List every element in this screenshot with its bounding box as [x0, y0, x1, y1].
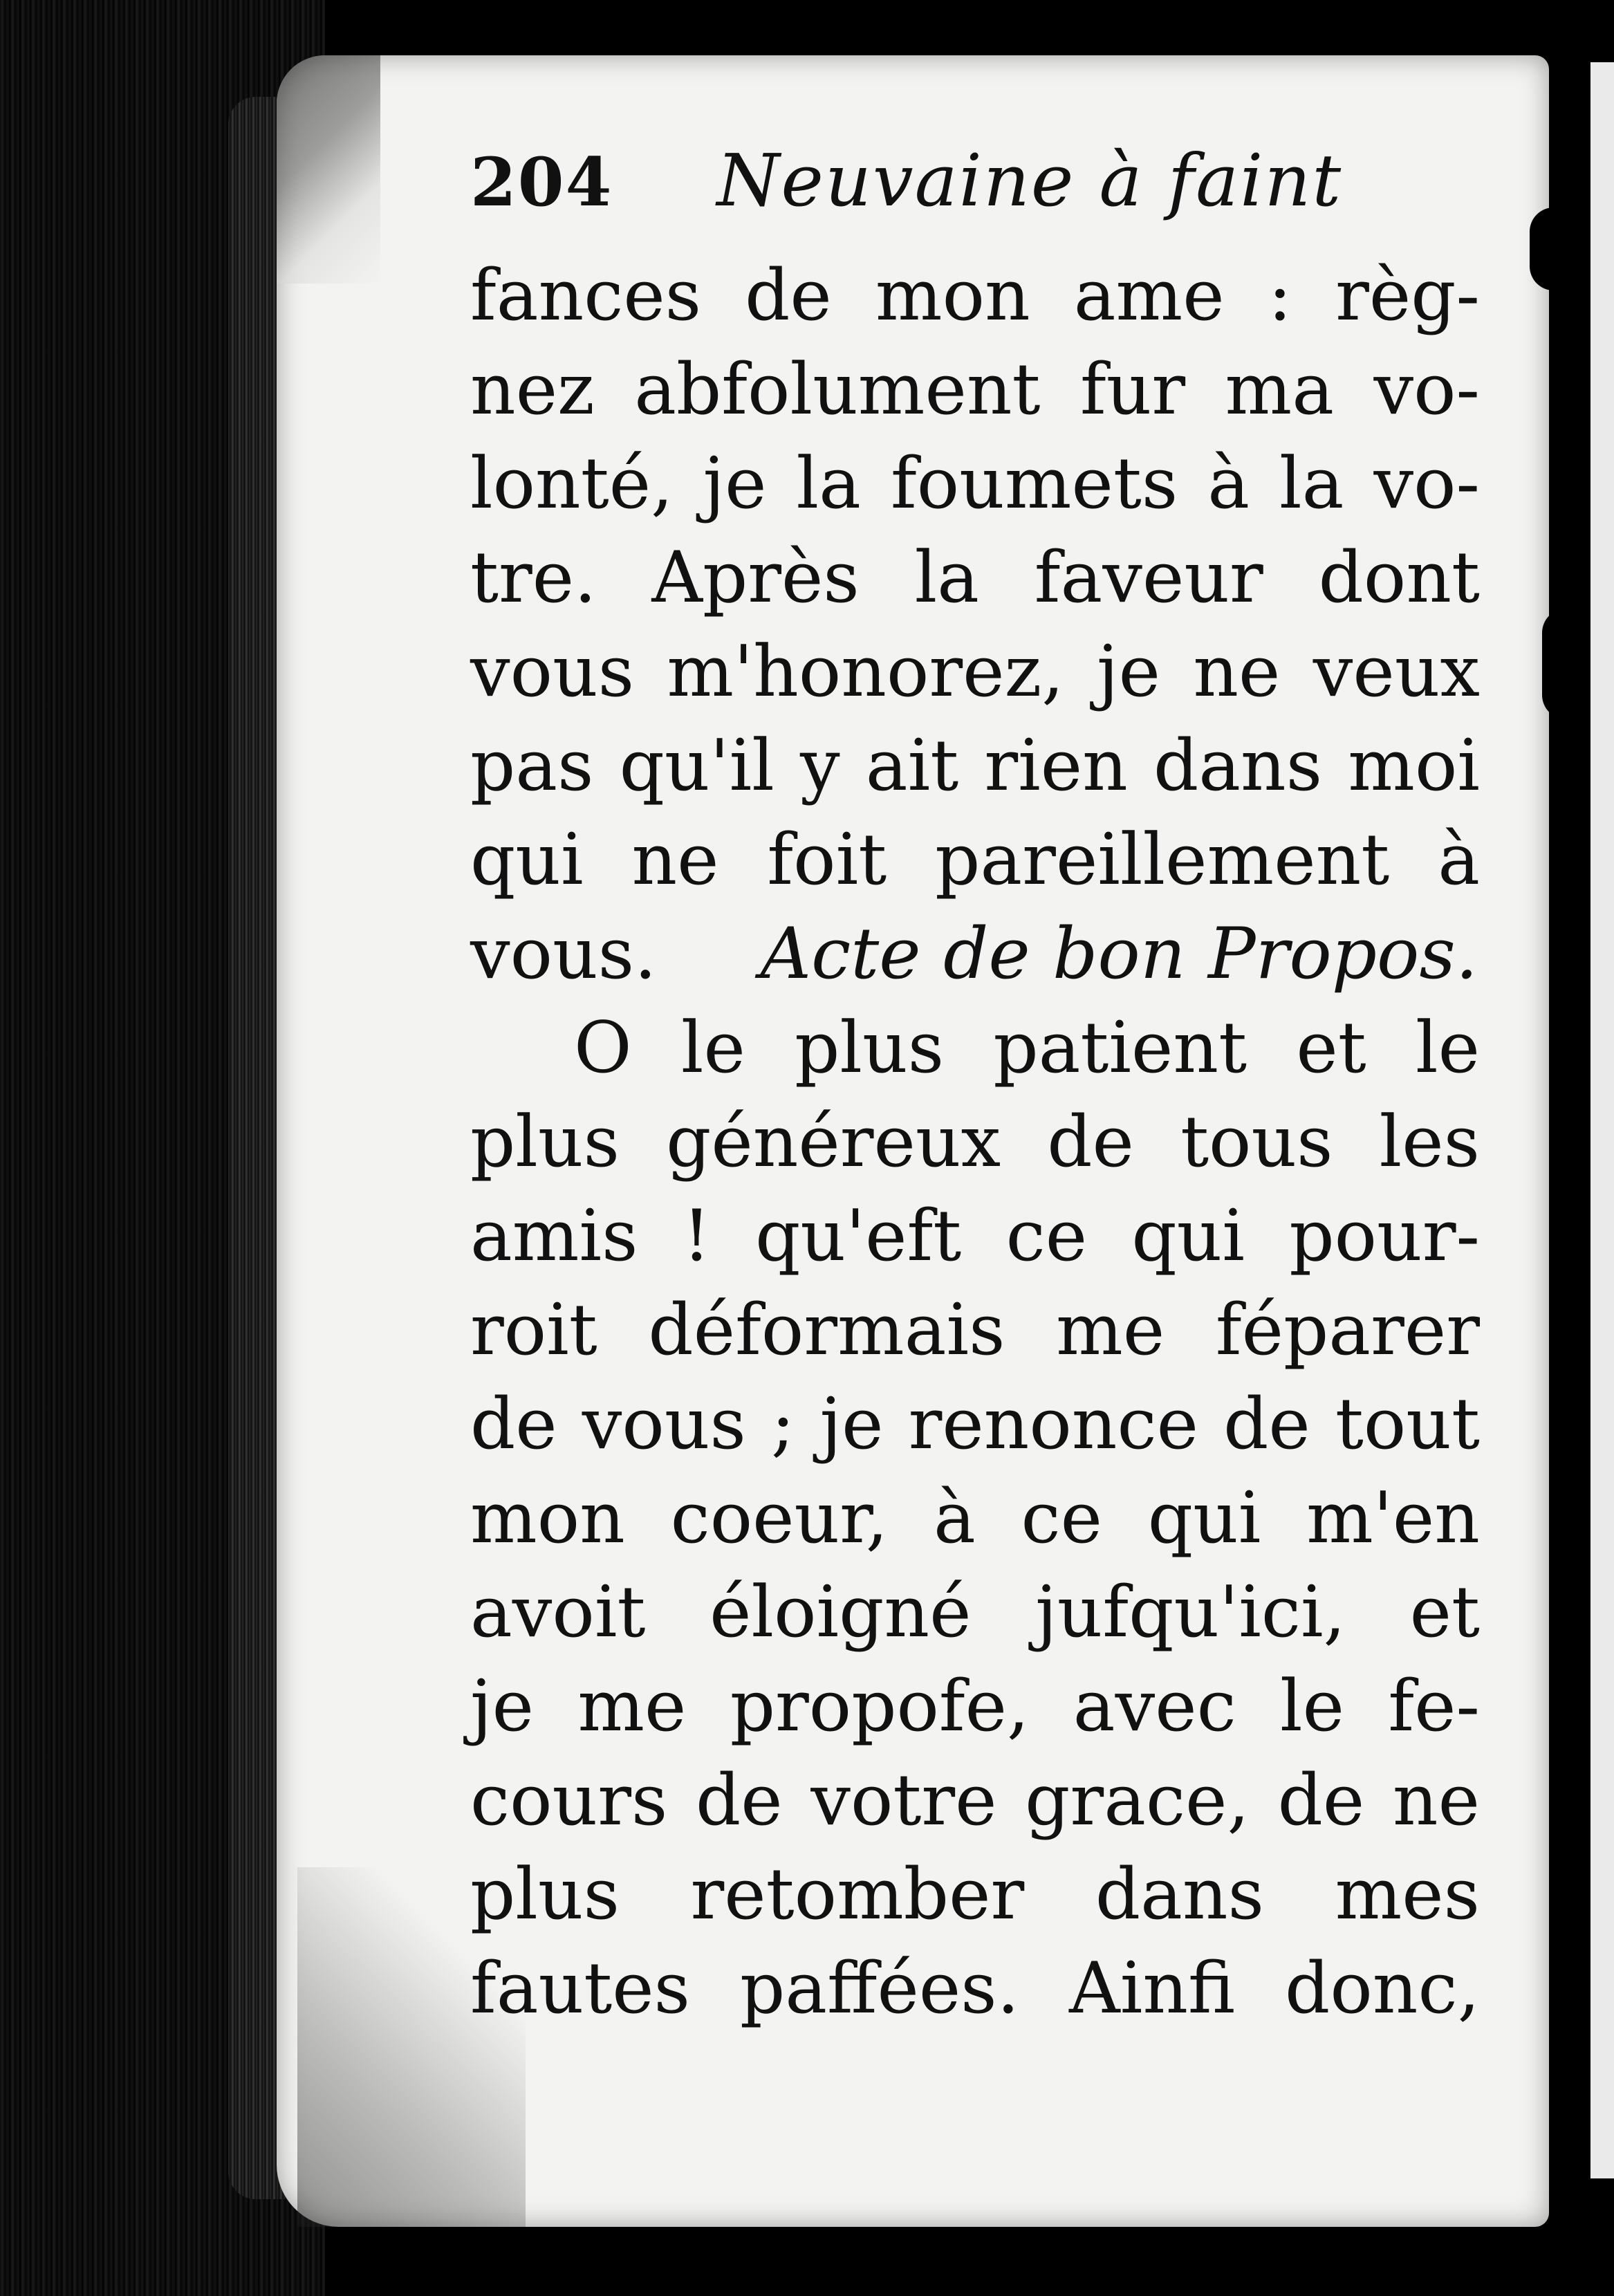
text-line — [470, 249, 1480, 343]
word: plus — [470, 1101, 620, 1183]
word: vous — [470, 631, 635, 713]
binding-mark — [1530, 207, 1578, 290]
word: à — [1207, 443, 1250, 525]
word: de — [1047, 1101, 1134, 1183]
word: m'en — [1306, 1477, 1480, 1559]
paragraph-first-line — [470, 1001, 1480, 1095]
text-line — [470, 1472, 1480, 1566]
word: de — [1223, 1383, 1310, 1465]
word: pour- — [1289, 1195, 1480, 1277]
word: la — [1279, 443, 1344, 525]
word: et — [1409, 1571, 1480, 1654]
word: ; — [770, 1383, 795, 1465]
word: m'honorez, — [667, 631, 1064, 713]
word: faveur — [1034, 537, 1263, 619]
word: ce — [1005, 1195, 1088, 1277]
text-line — [470, 343, 1480, 437]
word: tout — [1335, 1383, 1480, 1465]
word: plus — [795, 1007, 945, 1089]
word: y — [800, 725, 840, 807]
word: à — [1438, 819, 1480, 901]
text-line — [470, 813, 1480, 907]
word: cours — [470, 1759, 668, 1842]
word: patient — [993, 1007, 1247, 1089]
text-line — [470, 1095, 1480, 1189]
word: ne — [1392, 1759, 1480, 1842]
word: qui — [1131, 1195, 1245, 1277]
word: ait — [865, 725, 959, 807]
word: O — [574, 1007, 632, 1089]
word: votre — [810, 1759, 997, 1842]
word: foit — [767, 819, 887, 901]
word: : — [1268, 254, 1292, 337]
word: pas — [470, 725, 594, 807]
text-line — [470, 719, 1480, 813]
word: Ainfi — [1069, 1947, 1236, 2030]
word: fautes — [470, 1947, 690, 2030]
word: amis — [470, 1195, 638, 1277]
word: veux — [1312, 631, 1480, 713]
word: qu'eft — [755, 1195, 962, 1277]
word: féparer — [1215, 1289, 1480, 1371]
word: foumets — [890, 443, 1178, 525]
word: fur — [1079, 349, 1186, 431]
word: je — [470, 1665, 534, 1748]
word: paffées. — [739, 1947, 1020, 2030]
text-fragment: vous. — [470, 913, 657, 995]
page-curl-top — [277, 55, 380, 284]
word: me — [1056, 1289, 1165, 1371]
word: propofe, — [730, 1665, 1030, 1748]
word: ne — [1193, 631, 1281, 713]
text-line — [470, 1566, 1480, 1660]
text-line — [470, 1848, 1480, 1942]
word: la — [796, 443, 861, 525]
text-line — [470, 1378, 1480, 1472]
word: qu'il — [619, 725, 774, 807]
word: de — [745, 254, 832, 337]
text-line — [470, 907, 1480, 1001]
word: le — [1280, 1665, 1345, 1748]
word: ame — [1073, 254, 1225, 337]
word: coeur, — [670, 1477, 889, 1559]
word: mon — [875, 254, 1030, 337]
text-line — [470, 1660, 1480, 1754]
word: je — [819, 1383, 884, 1465]
word: le — [1415, 1007, 1480, 1089]
word: avoit — [470, 1571, 646, 1654]
word: vo- — [1373, 443, 1480, 525]
word: dont — [1318, 537, 1480, 619]
word: le — [680, 1007, 745, 1089]
word: dans — [1095, 1853, 1264, 1936]
text-line — [470, 625, 1480, 719]
word: ne — [631, 819, 719, 901]
text-line — [470, 1284, 1480, 1378]
word: règ- — [1335, 254, 1480, 337]
word: vo- — [1373, 349, 1480, 431]
word: mes — [1335, 1853, 1480, 1936]
word: jufqu'ici, — [1035, 1571, 1346, 1654]
word: ce — [1021, 1477, 1103, 1559]
running-title: Neuvaine à faint — [716, 138, 1343, 223]
word: roit — [470, 1289, 597, 1371]
next-page-edge — [1590, 62, 1614, 2178]
word: pareillement — [935, 819, 1390, 901]
word: fances — [470, 254, 702, 337]
page-number: 204 — [470, 143, 613, 221]
word: donc, — [1285, 1947, 1480, 2030]
word: retomber — [690, 1853, 1025, 1936]
word: plus — [470, 1853, 620, 1936]
word: tous — [1180, 1101, 1333, 1183]
word: je — [703, 443, 767, 525]
word: de — [470, 1383, 557, 1465]
word: généreux — [666, 1101, 1001, 1183]
word: moi — [1348, 725, 1480, 807]
word: de — [1277, 1759, 1365, 1842]
word: ma — [1225, 349, 1335, 431]
word: fe- — [1388, 1665, 1480, 1748]
text-line — [470, 1942, 1480, 2036]
word: à — [933, 1477, 976, 1559]
running-head — [470, 138, 1480, 242]
word: qui — [470, 819, 584, 901]
word: ! — [682, 1195, 711, 1277]
word: rien — [984, 725, 1128, 807]
text-line — [470, 1189, 1480, 1284]
word: qui — [1147, 1477, 1261, 1559]
word: abfolument — [634, 349, 1041, 431]
word: mon — [470, 1477, 625, 1559]
word: nez — [470, 349, 595, 431]
word: vous — [582, 1383, 746, 1465]
text-line — [470, 437, 1480, 531]
word: la — [914, 537, 979, 619]
word: dans — [1153, 725, 1323, 807]
word: me — [577, 1665, 687, 1748]
word: avec — [1073, 1665, 1236, 1748]
word: éloigné — [709, 1571, 972, 1654]
word: je — [1097, 631, 1161, 713]
word: grace, — [1025, 1759, 1250, 1842]
word: de — [696, 1759, 783, 1842]
word: et — [1296, 1007, 1366, 1089]
word: tre. — [470, 537, 597, 619]
binding-mark — [1542, 609, 1590, 719]
text-line — [470, 531, 1480, 625]
word: Après — [651, 537, 860, 619]
word: renonce — [908, 1383, 1198, 1465]
page-text — [470, 138, 1480, 2036]
word: lonté, — [470, 443, 674, 525]
word: déformais — [648, 1289, 1005, 1371]
text-line — [470, 1754, 1480, 1848]
word: les — [1379, 1101, 1480, 1183]
section-heading: Acte de bon Propos. — [760, 913, 1478, 995]
